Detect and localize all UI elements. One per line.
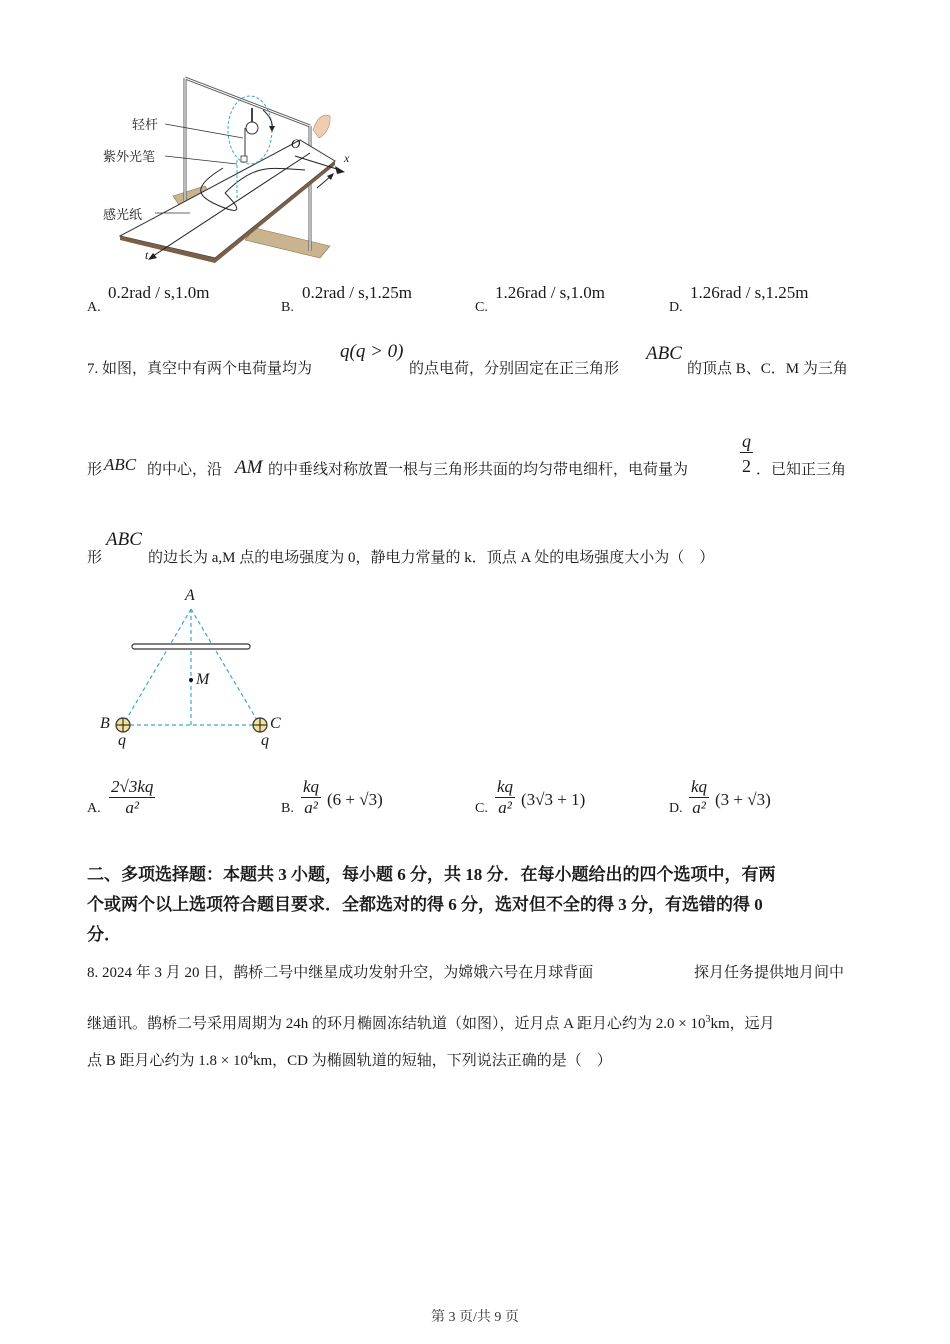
option-fraction (495, 777, 515, 818)
option-letter: B. (281, 801, 294, 816)
q7-line3-prefix: 形 (87, 550, 103, 566)
fraction-denominator: a² (304, 798, 318, 817)
q8-line2 (87, 1012, 775, 1033)
q7-line2-frac-den: 2 (742, 456, 751, 476)
label-x-axis: x (344, 151, 350, 165)
q8-line1b: 探月任务提供地月间中 (694, 965, 845, 981)
fraction-numerator: kq (691, 777, 708, 796)
fraction-numerator: kq (303, 777, 320, 796)
label-t-axis: t (145, 248, 149, 262)
q7-line2-math-abc: ABC (104, 455, 137, 474)
page-number: 第 3 页/共 9 页 (431, 1310, 519, 1325)
q8-line2a: 继通讯。鹊桥二号采用周期为 24h 的环月椭圆冻结轨道（如图），近月点 A 距月心约为 2.0 × 10 (87, 1016, 706, 1032)
option-fraction (109, 777, 155, 818)
option-value: 0.2rad / s,1.25m (302, 283, 413, 302)
q7-line2-suffix: ．已知正三角 (756, 462, 847, 478)
vertex-label-b: B (100, 715, 110, 732)
q7-line1-math-abc: ABC (646, 343, 682, 364)
vertex-label-a: A (185, 587, 195, 604)
label-photosensitive-paper: 感光纸 (103, 208, 143, 223)
fraction-denominator: a² (692, 798, 706, 817)
q7-triangle-figure (95, 585, 295, 755)
label-origin-o: O (291, 136, 301, 151)
option-tail: (6 + √3) (327, 790, 383, 809)
charge-label-b: q (118, 732, 126, 749)
option-letter: D. (669, 801, 683, 816)
equilateral-triangle-diagram (95, 585, 295, 755)
vertex-label-c: C (270, 715, 281, 732)
fraction-denominator: a² (125, 798, 139, 817)
fraction-numerator: kq (497, 777, 514, 796)
option-value: 1.26rad / s,1.0m (495, 283, 606, 302)
q8-line3 (87, 1049, 612, 1070)
section-2-line3: 分． (87, 925, 121, 944)
label-uv-pen: 紫外光笔 (103, 150, 156, 165)
label-light-rod: 轻杆 (132, 118, 159, 133)
option-tail: (3 + √3) (715, 790, 771, 809)
option-letter: D. (669, 300, 683, 315)
center-label-m: M (196, 671, 210, 688)
fraction-numerator: 2√3kq (111, 777, 154, 796)
q7-line3-suffix: 的边长为 a,M 点的电场强度为 0，静电力常量的 k．顶点 A 处的电场强度大小为（ ） (148, 550, 715, 566)
q8-line2b: km，远月 (710, 1016, 775, 1032)
section-2-line2: 个或两个以上选项符合题目要求．全都选对的得 6 分，选对但不全的得 3 分，有选错的得 0 (87, 895, 763, 914)
option-tail: (3√3 + 1) (521, 790, 586, 809)
q6-figure (95, 68, 365, 268)
q7-line3-math-abc: ABC (106, 529, 142, 550)
q7-line2-mid1: 的中心，沿 (147, 462, 223, 478)
option-letter: A. (87, 300, 101, 315)
q7-line2-math-am: AM (235, 457, 263, 478)
q8-line2-exponent: 3 (705, 1014, 711, 1025)
q7-line2-frac-num: q (742, 431, 751, 451)
option-fraction (689, 777, 709, 818)
q8-line3a: 点 B 距月心约为 1.8 × 10 (87, 1053, 248, 1069)
q7-line1-suffix: 的顶点 B、C．M 为三角 (687, 361, 848, 377)
q7-line1-math-charge: q(q > 0) (340, 341, 404, 362)
fraction-denominator: a² (498, 798, 512, 817)
option-value: 0.2rad / s,1.0m (108, 283, 210, 302)
charge-label-c: q (261, 732, 269, 749)
section-2-line1: 二、多项选择题：本题共 3 小题，每小题 6 分，共 18 分．在每小题给出的四个选项中，有两 (87, 865, 776, 884)
option-value: 1.26rad / s,1.25m (690, 283, 809, 302)
q7-line1-prefix: 7. 如图，真空中有两个电荷量均为 (87, 361, 313, 377)
q8-line3-exponent: 4 (247, 1051, 253, 1062)
option-fraction (301, 777, 321, 818)
q7-line1-mid: 的点电荷，分别固定在正三角形 (409, 361, 620, 377)
q7-line2-frac-bar (740, 452, 753, 453)
option-letter: C. (475, 801, 488, 816)
option-letter: A. (87, 801, 101, 816)
q8-line1a: 8. 2024 年 3 月 20 日，鹊桥二号中继星成功发射升空，为嫦娥六号在月球背面 (87, 965, 594, 981)
option-letter: C. (475, 300, 488, 315)
option-letter: B. (281, 300, 294, 315)
q7-line2-mid2: 的中垂线对称放置一根与三角形共面的均匀带电细杆，电荷量为 (268, 462, 689, 478)
q7-line2-prefix: 形 (87, 462, 103, 478)
q8-line3b: km，CD 为椭圆轨道的短轴，下列说法正确的是（ ） (252, 1053, 612, 1069)
rotating-pen-apparatus-illustration (95, 68, 365, 268)
